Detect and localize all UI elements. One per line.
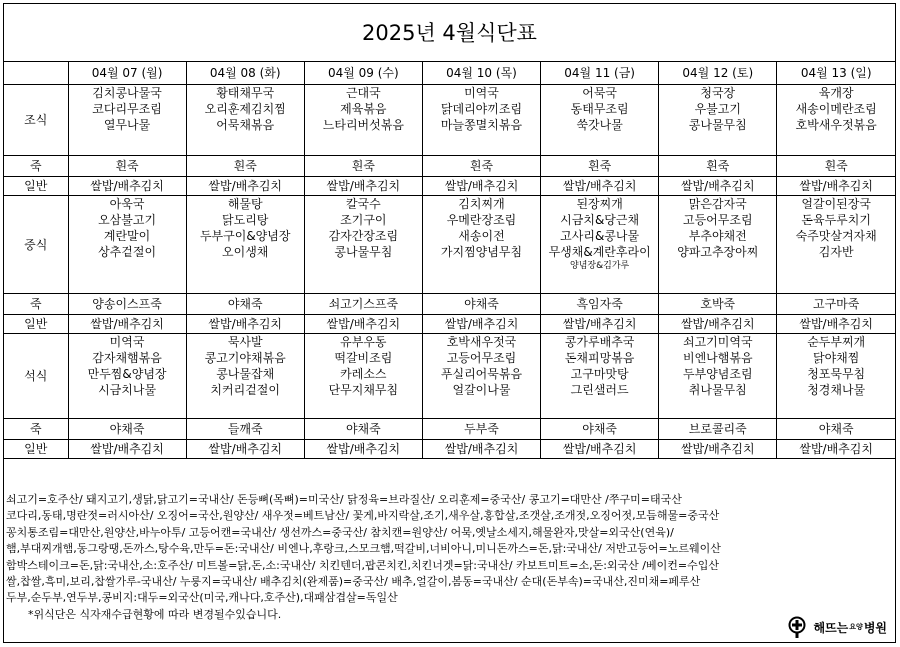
menu-item: 카레소스: [340, 367, 387, 381]
breakfast-cell: [186, 85, 304, 156]
menu-item: 맑은감자국: [688, 197, 747, 211]
menu-item: 김자반: [818, 245, 854, 259]
lunch-cell: [422, 196, 540, 294]
menu-item: 아욱국: [109, 197, 145, 211]
origin-line: 꽁치통조림=대만산,원양산,바누아투/ 고등어캔=국내산/ 생선까스=중국산/ 참치캔=원양산/ 어묵,옛날소세지,해물완자,맛살=외국산(연육)/: [6, 525, 674, 539]
menu-item: 돈육두루치기: [801, 213, 871, 227]
menu-item: 고사리&콩나물: [560, 229, 640, 243]
dinner-label: 석식: [4, 334, 68, 419]
menu-item: 근대국: [345, 86, 381, 100]
menu-item: 마늘쫑멸치볶음: [440, 118, 523, 132]
menu-item: 고등어무조림: [682, 213, 753, 227]
menu-item: 두부양념조림: [682, 367, 753, 381]
origin-line: 쌀,찹쌀,흑미,보리,찹쌀가루-국내산/ 누룽지=국내산/ 배추김치(완제품)=중국산/ 배추,얼갈이,봄동=국내산/ 순대(돈부속)=국내산,진미채=페루산: [6, 575, 701, 589]
lunch-cell: [659, 196, 777, 294]
regular-cell: 쌀밥/배추김치: [422, 315, 540, 334]
menu-item: 우불고기: [694, 102, 741, 116]
lunch-row: [4, 196, 895, 294]
regular-cell: 쌀밥/배추김치: [186, 315, 304, 334]
porridge-cell: 야채죽: [68, 419, 186, 440]
menu-item: 김치찌개: [458, 197, 505, 211]
logo-small-text: 요양: [849, 623, 863, 631]
regular-cell: 쌀밥/배추김치: [541, 177, 659, 196]
regular-cell: 쌀밥/배추김치: [68, 315, 186, 334]
menu-item: 양파고추장아찌: [677, 245, 759, 259]
menu-item: 떡갈비조림: [334, 351, 393, 365]
menu-item-extra: 양념장&김가루: [570, 261, 630, 271]
origin-line: 쇠고기=호주산/ 돼지고기,생닭,닭고기=국내산/ 돈등뼈(목뼈)=미국산/ 닭정육=브라질산/ 오리훈제=중국산/ 콩고기=대만산 /쭈구미=태국산: [6, 493, 682, 506]
menu-item: 닭데리야끼조림: [440, 102, 523, 116]
menu-item: 얼갈이된장국: [801, 197, 871, 211]
regular-label: 일반: [4, 315, 68, 334]
breakfast-porridge-row: [4, 156, 895, 177]
porridge-label: 죽: [4, 419, 68, 440]
lunch-porridge-row: [4, 294, 895, 315]
menu-item: 오리훈제김치찜: [204, 102, 286, 116]
menu-item: 부추야채전: [688, 229, 747, 243]
breakfast-cell: [304, 85, 422, 156]
menu-item: 감자간장조림: [328, 229, 399, 243]
menu-item: 유부우동: [340, 335, 387, 349]
regular-cell: 쌀밥/배추김치: [304, 315, 422, 334]
menu-item: 느타리버섯볶음: [322, 118, 404, 132]
breakfast-cell: [68, 85, 186, 156]
day-header: 04월 08 (화): [186, 62, 304, 85]
menu-item: 고등어무조림: [446, 351, 517, 365]
menu-item: 쑥갓나물: [576, 118, 623, 132]
porridge-cell: 흰죽: [68, 156, 186, 177]
porridge-cell: 브로콜리죽: [659, 419, 777, 440]
menu-item: 닭도리탕: [222, 213, 269, 227]
regular-cell: 쌀밥/배추김치: [777, 440, 895, 459]
menu-item: 돈채피망볶음: [564, 351, 635, 365]
lunch-label: 중식: [4, 196, 68, 294]
menu-item: 시금치나물: [98, 383, 157, 397]
porridge-cell: 야채죽: [541, 419, 659, 440]
breakfast-cell: [541, 85, 659, 156]
menu-item: 청포묵무침: [807, 367, 866, 381]
porridge-cell: 흰죽: [186, 156, 304, 177]
menu-item: 단무지채무침: [328, 383, 399, 397]
regular-cell: 쌀밥/배추김치: [304, 177, 422, 196]
menu-item: 숙주맛살겨자채: [795, 229, 877, 243]
day-header: 04월 10 (목): [422, 62, 540, 85]
menu-item: 콩나물무침: [334, 245, 393, 259]
regular-cell: 쌀밥/배추김치: [186, 440, 304, 459]
menu-item: 김치콩나물국: [92, 86, 162, 100]
origin-line: 두부,순두부,연두부,콩비지:대두=외국산(미국,캐나다,호주산),대패삼겹살=독일산: [6, 591, 398, 605]
menu-item: 오이생채: [222, 245, 269, 259]
dinner-cell: [304, 334, 422, 419]
corner-cell: [4, 62, 68, 85]
menu-item: 동태무조림: [570, 102, 629, 116]
regular-cell: 쌀밥/배추김치: [68, 440, 186, 459]
day-header: 04월 11 (금): [541, 62, 659, 85]
porridge-cell: 흰죽: [304, 156, 422, 177]
dinner-cell: [659, 334, 777, 419]
regular-cell: 쌀밥/배추김치: [422, 440, 540, 459]
breakfast-label: 조식: [4, 85, 68, 156]
logo-text: 해뜨는: [813, 620, 849, 635]
menu-item: 제육볶음: [340, 102, 387, 116]
hospital-logo: [784, 616, 888, 638]
menu-item: 쇠고기미역국: [682, 335, 753, 349]
porridge-cell: 야채죽: [777, 419, 895, 440]
menu-item: 어묵국: [582, 86, 618, 100]
menu-item: 가지찜양념무침: [440, 245, 523, 259]
menu-item: 시금치&당근채: [560, 213, 640, 227]
origin-line: 함박스테이크=돈,닭:국내산,소:호주산/ 미트볼=닭,돈,소:국내산/ 치킨텐더,팝콘치킨,치킨너겟=닭:국내산/ 카보트미트=소,돈:외국산 /베이컨=수입산: [6, 558, 719, 572]
menu-item: 열무나물: [103, 118, 151, 132]
menu-item: 어묵채볶음: [216, 118, 275, 132]
porridge-cell: 두부죽: [422, 419, 540, 440]
porridge-label: 죽: [4, 294, 68, 315]
day-header: 04월 09 (수): [304, 62, 422, 85]
dinner-cell: [777, 334, 895, 419]
dinner-cell: [68, 334, 186, 419]
menu-table: [4, 62, 895, 459]
regular-cell: 쌀밥/배추김치: [659, 315, 777, 334]
porridge-cell: 야채죽: [422, 294, 540, 315]
regular-label: 일반: [4, 440, 68, 459]
menu-item: 얼갈이나물: [452, 383, 511, 397]
menu-item: 묵사발: [227, 335, 263, 349]
menu-item: 무생채&계란후라이: [548, 245, 651, 259]
regular-cell: 쌀밥/배추김치: [304, 440, 422, 459]
origin-line: 햄,부대찌개햄,동그랑땡,돈까스,탕수육,만두=돈:국내산/ 비엔나,후랑크,스모크햄,떡갈비,너비아니,미니돈까스=돈,닭:국내산/ 저반고등어=노르웨이산: [6, 542, 721, 556]
menu-item: 취나물무침: [688, 383, 747, 397]
logo-text-suffix: 병원: [863, 620, 887, 635]
porridge-cell: 야채죽: [186, 294, 304, 315]
menu-item: 콩나물무침: [688, 118, 747, 132]
porridge-cell: 흰죽: [659, 156, 777, 177]
dinner-cell: [422, 334, 540, 419]
menu-item: 푸실리어묵볶음: [440, 367, 523, 381]
menu-item: 닭야채찜: [812, 351, 860, 365]
menu-item: 계란말이: [103, 229, 151, 243]
menu-item: 청경채나물: [807, 383, 866, 397]
menu-item: 콩가루배추국: [564, 335, 635, 349]
lunch-cell: [777, 196, 895, 294]
lunch-cell: [304, 196, 422, 294]
porridge-cell: 호박죽: [659, 294, 777, 315]
porridge-cell: 양송이스프죽: [68, 294, 186, 315]
menu-item: 새송이전: [458, 229, 505, 243]
porridge-label: 죽: [4, 156, 68, 177]
menu-item: 감자채햄볶음: [92, 351, 162, 365]
menu-item: 그린샐러드: [570, 383, 629, 397]
breakfast-cell: [659, 85, 777, 156]
menu-item: 만두찜&양념장: [87, 367, 167, 381]
menu-item: 두부구이&양념장: [199, 229, 291, 243]
regular-cell: 쌀밥/배추김치: [68, 177, 186, 196]
menu-item: 상추겉절이: [98, 245, 157, 259]
porridge-cell: 들깨죽: [186, 419, 304, 440]
menu-item: 콩고기야채볶음: [204, 351, 286, 365]
breakfast-row: [4, 85, 895, 156]
origin-line: 코다리,동태,명란젓=러시아산/ 오징어=국산,원양산/ 새우젓=베트남산/ 꽃게,바지락살,조기,새우살,홍합살,조갯살,조개젓,오징어젓,모듬해물=중국산: [6, 509, 720, 523]
menu-item: 미역국: [109, 335, 145, 349]
hospital-logo-icon: [784, 616, 810, 638]
regular-cell: 쌀밥/배추김치: [777, 177, 895, 196]
change-notice: *위식단은 식자재수급현황에 따라 변경될수있습니다.: [28, 607, 282, 621]
regular-cell: 쌀밥/배추김치: [659, 177, 777, 196]
day-header: 04월 12 (토): [659, 62, 777, 85]
regular-cell: 쌀밥/배추김치: [541, 440, 659, 459]
breakfast-cell: [777, 85, 895, 156]
menu-item: 황태채무국: [216, 86, 275, 100]
date-header-row: [4, 62, 895, 85]
lunch-regular-row: [4, 315, 895, 334]
dinner-porridge-row: [4, 419, 895, 440]
regular-cell: 쌀밥/배추김치: [659, 440, 777, 459]
menu-item: 호박새우젓볶음: [795, 118, 877, 132]
menu-item: 육개장: [818, 86, 854, 100]
menu-item: 치커리겉절이: [210, 383, 280, 397]
regular-cell: 쌀밥/배추김치: [422, 177, 540, 196]
menu-item: 오삼불고기: [98, 213, 157, 227]
regular-cell: 쌀밥/배추김치: [541, 315, 659, 334]
regular-label: 일반: [4, 177, 68, 196]
porridge-cell: 야채죽: [304, 419, 422, 440]
dinner-cell: [186, 334, 304, 419]
menu-item: 조기구이: [340, 213, 387, 227]
dinner-regular-row: [4, 440, 895, 459]
regular-cell: 쌀밥/배추김치: [777, 315, 895, 334]
menu-item: 호박새우젓국: [446, 335, 517, 349]
page-title: 2025년 4월식단표: [4, 4, 895, 62]
regular-cell: 쌀밥/배추김치: [186, 177, 304, 196]
menu-item: 칼국수: [345, 197, 381, 211]
menu-item: 순두부찌개: [807, 335, 866, 349]
porridge-cell: 흑임자죽: [541, 294, 659, 315]
dinner-row: [4, 334, 895, 419]
menu-item: 청국장: [700, 86, 736, 100]
menu-item: 미역국: [464, 86, 499, 100]
breakfast-regular-row: [4, 177, 895, 196]
porridge-cell: 흰죽: [541, 156, 659, 177]
dinner-cell: [541, 334, 659, 419]
menu-item: 새송이메란조림: [795, 102, 877, 116]
menu-item: 비엔나햄볶음: [682, 351, 753, 365]
origin-info: [4, 492, 895, 642]
porridge-cell: 흰죽: [777, 156, 895, 177]
breakfast-cell: [422, 85, 540, 156]
porridge-cell: 고구마죽: [777, 294, 895, 315]
menu-item: 고구마맛탕: [570, 367, 629, 381]
menu-sheet: [3, 3, 896, 643]
lunch-cell: [541, 196, 659, 294]
day-header: 04월 13 (일): [777, 62, 895, 85]
lunch-cell: [186, 196, 304, 294]
menu-item: 코다리무조림: [92, 102, 162, 116]
porridge-cell: 쇠고기스프죽: [304, 294, 422, 315]
day-header: 04월 07 (월): [68, 62, 186, 85]
lunch-cell: [68, 196, 186, 294]
menu-item: 콩나물잡채: [216, 367, 275, 381]
porridge-cell: 흰죽: [422, 156, 540, 177]
menu-item: 해물탕: [227, 197, 263, 211]
menu-item: 우메란장조림: [446, 213, 517, 227]
menu-item: 된장찌개: [576, 197, 623, 211]
